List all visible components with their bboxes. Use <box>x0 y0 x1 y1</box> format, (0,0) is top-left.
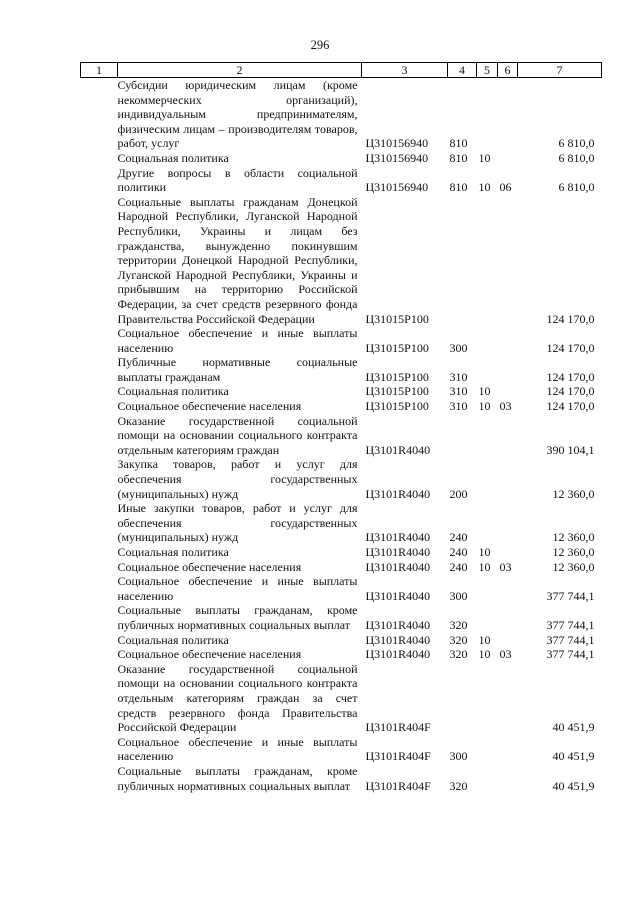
subsection-code <box>498 326 518 355</box>
target-code: Ц310156940 <box>365 136 429 151</box>
row-number-cell <box>81 764 118 793</box>
target-code: Ц310156940 <box>365 150 429 165</box>
section-code <box>477 457 498 501</box>
expense-type-code: 300 <box>449 749 468 764</box>
expense-type-code: 310 <box>449 384 468 399</box>
item-name: Социальные выплаты гражданам, кроме публичных нормативных социальных выплат <box>117 763 358 793</box>
section-code <box>477 326 498 355</box>
table-row <box>81 735 602 764</box>
expense-type-code: 810 <box>449 136 468 151</box>
page-number: 296 <box>310 38 330 52</box>
item-name: Публичные нормативные социальные выплаты гражданам <box>117 355 358 384</box>
section-code <box>477 355 498 384</box>
row-number-cell <box>81 735 118 764</box>
section-code <box>477 764 498 793</box>
row-number-cell <box>81 574 118 603</box>
target-code: Ц3101R4040 <box>365 545 431 559</box>
subsection-code: 06 <box>499 180 512 195</box>
amount: 124 170,0 <box>546 369 595 384</box>
amount: 40 451,9 <box>552 749 595 764</box>
item-name: Социальные выплаты гражданам, кроме публичных нормативных социальных выплат <box>117 603 358 632</box>
expense-type-code <box>448 414 477 458</box>
row-number-cell <box>81 78 118 151</box>
expense-type-code: 320 <box>449 647 468 662</box>
expense-type-code: 300 <box>449 588 468 603</box>
header-col-2: 2 <box>118 63 362 78</box>
item-name: Субсидии юридическим лицам (кроме некоммерческих организаций), индивидуальным предпринимателям, физическим лицам – производителям товаров, работ, услуг <box>117 78 358 151</box>
subsection-code <box>498 355 518 384</box>
target-code: Ц3101R4040 <box>365 617 431 632</box>
target-code: Ц31015Р100 <box>365 311 429 326</box>
expense-type-code: 810 <box>449 150 468 165</box>
row-number-cell <box>81 151 118 166</box>
expense-type-code: 320 <box>449 617 468 632</box>
item-name: Социальная политика <box>117 150 229 165</box>
header-col-7: 7 <box>518 63 602 78</box>
item-name: Социальное обеспечение населения <box>117 559 302 574</box>
row-number-cell <box>81 399 118 414</box>
target-code: Ц3101R4040 <box>365 559 431 574</box>
amount: 377 744,1 <box>546 617 595 632</box>
subsection-code: 03 <box>499 559 512 574</box>
expense-type-code: 300 <box>449 340 468 355</box>
table-body <box>81 78 602 794</box>
expense-type-code: 240 <box>449 559 468 574</box>
row-number-cell <box>81 647 118 662</box>
row-number-cell <box>81 326 118 355</box>
amount: 12 360,0 <box>552 545 595 559</box>
section-code <box>477 414 498 458</box>
header-col-4: 4 <box>448 63 477 78</box>
table-header <box>81 63 602 78</box>
row-number-cell <box>81 195 118 326</box>
subsection-code <box>498 78 518 151</box>
section-code: 10 <box>478 647 491 662</box>
section-code: 10 <box>478 399 491 414</box>
amount: 12 360,0 <box>552 530 595 545</box>
target-code: Ц3101R4040 <box>365 530 431 545</box>
section-code: 10 <box>478 180 491 195</box>
item-name: Закупка товаров, работ и услуг для обеспечения государственных (муниципальных) нужд <box>117 457 358 501</box>
amount: 377 744,1 <box>546 632 595 647</box>
amount: 6 810,0 <box>558 180 595 195</box>
amount: 6 810,0 <box>558 136 595 151</box>
section-code <box>477 195 498 326</box>
subsection-code <box>498 545 518 560</box>
table-row <box>81 574 602 603</box>
row-number-cell <box>81 603 118 632</box>
item-name: Социальное обеспечение населения <box>117 647 302 662</box>
target-code: Ц31015Р100 <box>365 399 429 414</box>
item-name: Иные закупки товаров, работ и услуг для обеспечения государственных (муниципальных) нужд <box>117 501 358 545</box>
item-name: Социальная политика <box>117 632 229 647</box>
row-number-cell <box>81 560 118 575</box>
table-row <box>81 399 602 414</box>
row-number-cell <box>81 355 118 384</box>
section-code <box>477 78 498 151</box>
section-code <box>477 603 498 632</box>
item-name: Другие вопросы в области социальной политики <box>117 165 358 195</box>
target-code: Ц3101R4040 <box>365 647 431 662</box>
row-number-cell <box>81 384 118 399</box>
expense-type-code: 200 <box>449 486 468 501</box>
table-row <box>81 414 602 458</box>
item-name: Социальная политика <box>117 545 229 559</box>
section-code <box>477 574 498 603</box>
header-col-1: 1 <box>81 63 118 78</box>
amount: 40 451,9 <box>552 720 595 735</box>
table-row <box>81 355 602 384</box>
row-number-cell <box>81 501 118 545</box>
target-code: Ц3101R4040 <box>365 486 431 501</box>
item-name: Социальное обеспечение и иные выплаты населению <box>117 326 358 355</box>
table-row <box>81 166 602 195</box>
subsection-code <box>498 384 518 399</box>
expense-type-code <box>448 662 477 735</box>
amount: 124 170,0 <box>546 399 595 414</box>
item-name: Социальная политика <box>117 384 229 399</box>
target-code: Ц3101R4040 <box>365 588 431 603</box>
subsection-code: 03 <box>499 647 512 662</box>
table-row <box>81 151 602 166</box>
table-row <box>81 560 602 575</box>
table-row <box>81 326 602 355</box>
table-row <box>81 647 602 662</box>
expense-type-code: 240 <box>449 545 468 559</box>
section-code <box>477 662 498 735</box>
target-code: Ц310156940 <box>365 180 429 195</box>
subsection-code <box>498 603 518 632</box>
item-name: Социальное обеспечение и иные выплаты населению <box>117 574 358 603</box>
subsection-code <box>498 195 518 326</box>
table-row <box>81 384 602 399</box>
row-number-cell <box>81 166 118 195</box>
target-code: Ц3101R4040 <box>365 442 431 457</box>
subsection-code <box>498 662 518 735</box>
row-number-cell <box>81 414 118 458</box>
table-row <box>81 662 602 735</box>
section-code: 10 <box>478 150 491 165</box>
section-code <box>477 735 498 764</box>
subsection-code: 03 <box>499 399 512 414</box>
section-code: 10 <box>478 384 491 399</box>
target-code: Ц31015Р100 <box>365 369 429 384</box>
amount: 377 744,1 <box>546 647 595 662</box>
expense-type-code <box>448 195 477 326</box>
header-col-5: 5 <box>477 63 498 78</box>
amount: 390 104,1 <box>546 442 595 457</box>
amount: 124 170,0 <box>546 384 595 399</box>
section-code <box>477 501 498 545</box>
row-number-cell <box>81 457 118 501</box>
amount: 12 360,0 <box>552 486 595 501</box>
table-row <box>81 78 602 151</box>
amount: 40 451,9 <box>552 778 595 793</box>
header-row <box>81 63 602 78</box>
expense-type-code: 240 <box>449 530 468 545</box>
target-code: Ц3101R404F <box>365 778 431 793</box>
section-code: 10 <box>478 632 491 647</box>
subsection-code <box>498 414 518 458</box>
table-row <box>81 457 602 501</box>
expense-type-code: 320 <box>449 778 468 793</box>
subsection-code <box>498 501 518 545</box>
amount: 124 170,0 <box>546 311 595 326</box>
amount: 6 810,0 <box>558 150 595 165</box>
header-col-6: 6 <box>498 63 518 78</box>
subsection-code <box>498 633 518 648</box>
subsection-code <box>498 151 518 166</box>
table-row <box>81 603 602 632</box>
item-name: Социальное обеспечение и иные выплаты населению <box>117 734 358 764</box>
subsection-code <box>498 764 518 793</box>
expense-type-code: 310 <box>449 399 468 414</box>
amount: 377 744,1 <box>546 588 595 603</box>
target-code: Ц3101R404F <box>365 720 431 735</box>
section-code: 10 <box>478 545 491 559</box>
expense-type-code: 320 <box>449 632 468 647</box>
target-code: Ц3101R4040 <box>365 632 431 647</box>
section-code: 10 <box>478 559 491 574</box>
row-number-cell <box>81 662 118 735</box>
budget-table <box>80 62 602 793</box>
table-row <box>81 764 602 793</box>
table-row <box>81 633 602 648</box>
target-code: Ц3101R404F <box>365 749 431 764</box>
amount: 12 360,0 <box>552 559 595 574</box>
subsection-code <box>498 457 518 501</box>
expense-type-code: 310 <box>449 369 468 384</box>
row-number-cell <box>81 545 118 560</box>
subsection-code <box>498 574 518 603</box>
expense-type-code: 810 <box>449 180 468 195</box>
item-name: Оказание государственной социальной помощи на основании социального контракта отдельным категориям граждан за счет средств резервного фонда Правительства Российской Федерации <box>117 661 358 735</box>
table-row <box>81 195 602 326</box>
target-code: Ц31015Р100 <box>365 384 429 399</box>
amount: 124 170,0 <box>546 340 595 355</box>
item-name: Социальное обеспечение населения <box>117 399 302 414</box>
item-name: Оказание государственной социальной помощи на основании социального контракта отдельным категориям граждан <box>117 413 358 457</box>
item-name: Социальные выплаты гражданам Донецкой Народной Республики, Луганской Народной Республики, Украины и лицам без гражданства, вынужденно покинувшим территории Донецкой Народной Республики, Луганской Народной Республики, Украины и прибывшим на территорию Российской Федерации, за счет средств резервного фонда Правительства Российской Федерации <box>117 194 358 326</box>
subsection-code <box>498 735 518 764</box>
row-number-cell <box>81 633 118 648</box>
table-row <box>81 545 602 560</box>
header-col-3: 3 <box>362 63 448 78</box>
target-code: Ц31015Р100 <box>365 340 429 355</box>
table-row <box>81 501 602 545</box>
